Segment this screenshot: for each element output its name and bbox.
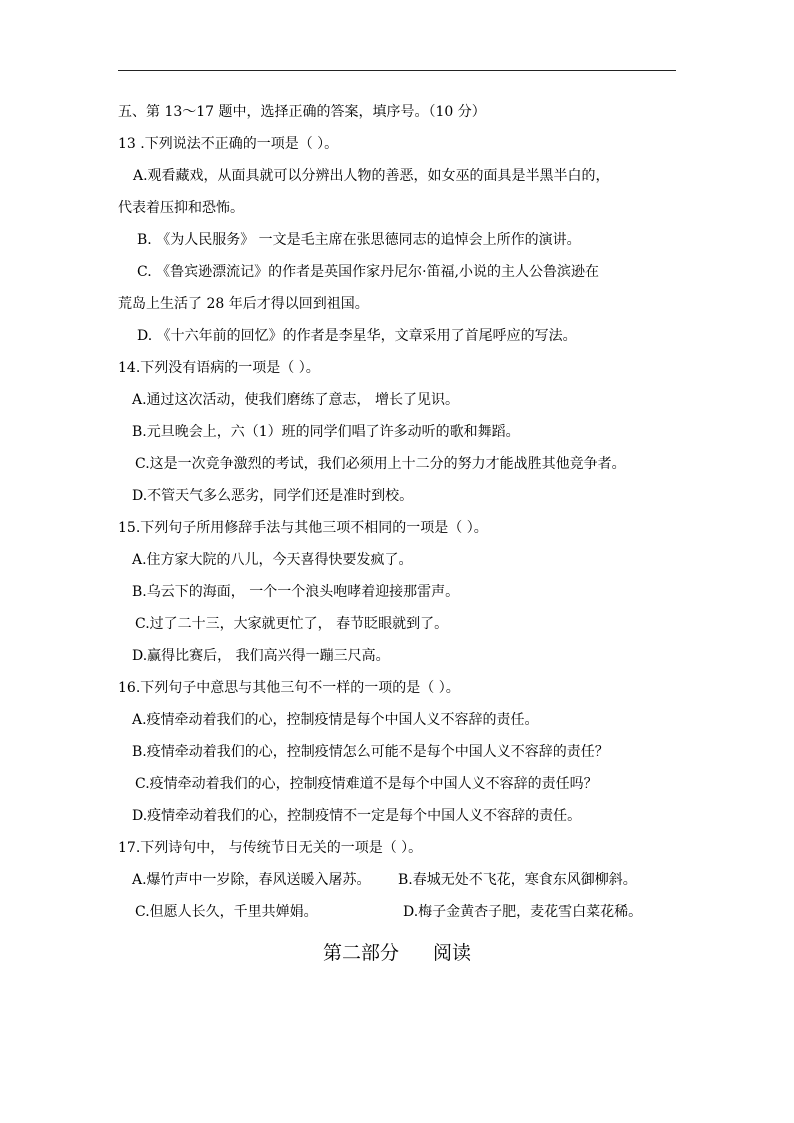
question-15-option-c: C.过了二十三，大家就更忙了， 春节眨眼就到了。 [135,616,449,632]
question-16-option-d: D.疫情牵动着我们的心，控制疫情不一定是每个中国人义不容辞的责任。 [132,808,582,824]
header-rule [118,70,676,71]
question-16-stem: 16.下列句子中意思与其他三句不一样的一项的是（ ）。 [118,680,460,696]
question-17-option-b: B.春城无处不飞花，寒食东风御柳斜。 [398,872,637,888]
question-15-option-d: D.赢得比赛后， 我们高兴得一蹦三尺高。 [132,648,390,664]
question-14-option-b: B.元旦晚会上，六（1）班的同学们唱了许多动听的歌和舞蹈。 [132,424,520,440]
part-two-name: 阅读 [433,942,472,964]
question-17-options-row-2 [118,896,688,928]
question-16-option-c: C.疫情牵动着我们的心，控制疫情难道不是每个中国人义不容辞的责任吗？ [135,776,598,792]
section-heading: 五、第 13～17 题中，选择正确的答案，填序号。（10 分） [118,104,486,120]
question-14-stem: 14.下列没有语病的一项是（ ）。 [118,360,320,376]
part-two-label: 第二部分 [322,942,399,964]
question-13-option-c-cont: 荒岛上生活了 28 年后才得以回到祖国。 [118,296,369,312]
question-13-option-a-cont: 代表着压抑和恐怖。 [118,200,244,216]
question-17-option-c: C.但愿人长久，千里共婵娟。 [135,904,318,920]
question-15-option-a: A.住方家大院的八儿，今天喜得快要发疯了。 [132,552,413,568]
question-17-options-row-1 [118,864,688,896]
question-13-option-d: D. 《十六年前的回忆》的作者是李星华，文章采用了首尾呼应的写法。 [137,328,577,344]
question-16-option-a: A.疫情牵动着我们的心，控制疫情是每个中国人义不容辞的责任。 [132,712,539,728]
question-17-option-a: A.爆竹声中一岁除，春风送暖入屠苏。 [132,872,371,888]
question-13-option-c: C. 《鲁宾逊漂流记》的作者是英国作家丹尼尔·笛福,小说的主人公鲁滨逊在 [137,264,600,280]
question-section [118,96,688,928]
question-14-option-d: D.不管天气多么恶劣，同学们还是准时到校。 [132,488,414,504]
question-13-option-b: B. 《为人民服务》 一文是毛主席在张思德同志的追悼会上所作的演讲。 [137,232,581,248]
question-16-option-b: B.疫情牵动着我们的心，控制疫情怎么可能不是每个中国人义不容辞的责任？ [132,744,609,760]
question-13-option-a: A.观看藏戏，从面具就可以分辨出人物的善恶，如女巫的面具是半黑半白的， [133,168,610,184]
question-14-option-c: C.这是一次竞争激烈的考试，我们必须用上十二分的努力才能战胜其他竞争者。 [135,456,626,472]
question-14-option-a: A.通过这次活动，使我们磨练了意志， 增长了见识。 [132,392,460,408]
question-15-stem: 15.下列句子所用修辞手法与其他三项不相同的一项是（ ）。 [118,520,488,536]
question-17-option-d: D.梅子金黄杏子肥，麦花雪白菜花稀。 [403,904,643,920]
part-two-title [0,938,794,968]
question-17-stem: 17.下列诗句中， 与传统节日无关的一项是（ ）。 [118,840,423,856]
question-15-option-b: B.乌云下的海面， 一个一个浪头咆哮着迎接那雷声。 [132,584,460,600]
question-13-stem: 13 .下列说法不正确的一项是（ ）。 [118,136,339,152]
